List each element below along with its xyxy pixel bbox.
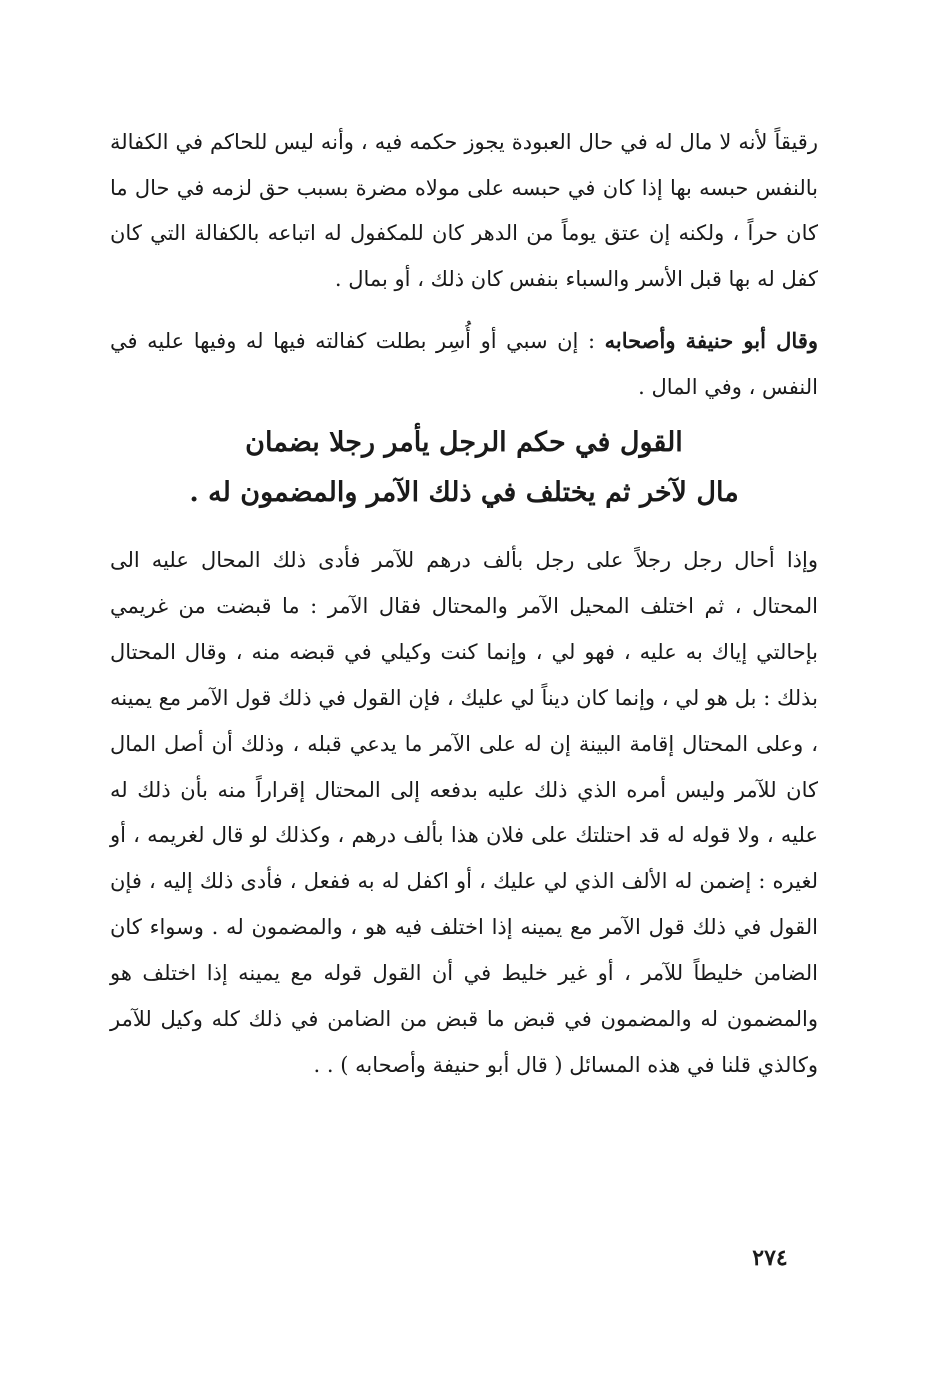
paragraph-2 (110, 318, 818, 410)
paragraph-3: وإذا أحال رجل رجلاً على رجل بألف درهم للآمر فأدى ذلك المحال عليه الى المحتال ، ثم اختلف المحيل الآمر والمحتال فقال الآمر : ما قبضت من غريمي بإحالتي إياك به عليه ، فهو لي ، وإنما كنت وكيلي في قبضه منه ، وقال المحتال بذلك : بل هو لي ، وإنما كان ديناً لي عليك ، فإن القول في ذلك قول الآمر مع يمينه ، وعلى المحتال إقامة البينة إن له على الآمر ما يدعي قبله ، وذلك أن أصل المال كان للآمر وليس أمره الذي ذلك عليه بدفعه إلى المحتال إقراراً منه بأن ذلك له عليه ، ولا قوله له قد احتلتك على فلان هذا بألف درهم ، وكذلك لو قال لغريمه ، أو لغيره : إضمن له الألف الذي لي عليك ، أو اكفل له به ففعل ، فأدى ذلك إليه ، فإن القول في ذلك قول الآمر مع يمينه إذا اختلف فيه هو ، والمضمون له . وسواء كان الضامن خليطاً للآمر ، أو غير خليط في أن القول قوله مع يمينه إذا اختلف هو والمضمون له والمضمون في قبض ما قبض من الضامن في ذلك كله وكيل للآمر وكالذي قلنا في هذه المسائل ( قال أبو حنيفة وأصحابه ) . . (110, 548, 818, 1077)
section-heading-line-2: مال لآخر ثم يختلف في ذلك الآمر والمضمون له . (189, 477, 739, 508)
paragraph-1: رقيقاً لأنه لا مال له في حال العبودة يجوز حكمه فيه ، وأنه ليس للحاكم في الكفالة بالنفس حبسه بها إذا كان في حبسه على مولاه مضرة بسبب حق لزمه في حال ما كان حراً ، ولكنه إن عتق يوماً من الدهر كان للمكفول له اتباعه بالكفالة التي كان كفل له بها قبل الأسر والسباء بنفس كان ذلك ، أو بمال . (110, 130, 819, 291)
paragraph-2-text: : إن سبي أو أُسِر بطلت كفالته فيها له وفيها عليه في النفس ، وفي المال . (110, 329, 818, 399)
paragraph-2-lead: وقال أبو حنيفة وأصحابه (604, 328, 818, 353)
page-number: ٢٧٤ (752, 1245, 788, 1271)
section-heading-line-1: القول في حكم الرجل يأمر رجلا بضمان (245, 427, 683, 458)
